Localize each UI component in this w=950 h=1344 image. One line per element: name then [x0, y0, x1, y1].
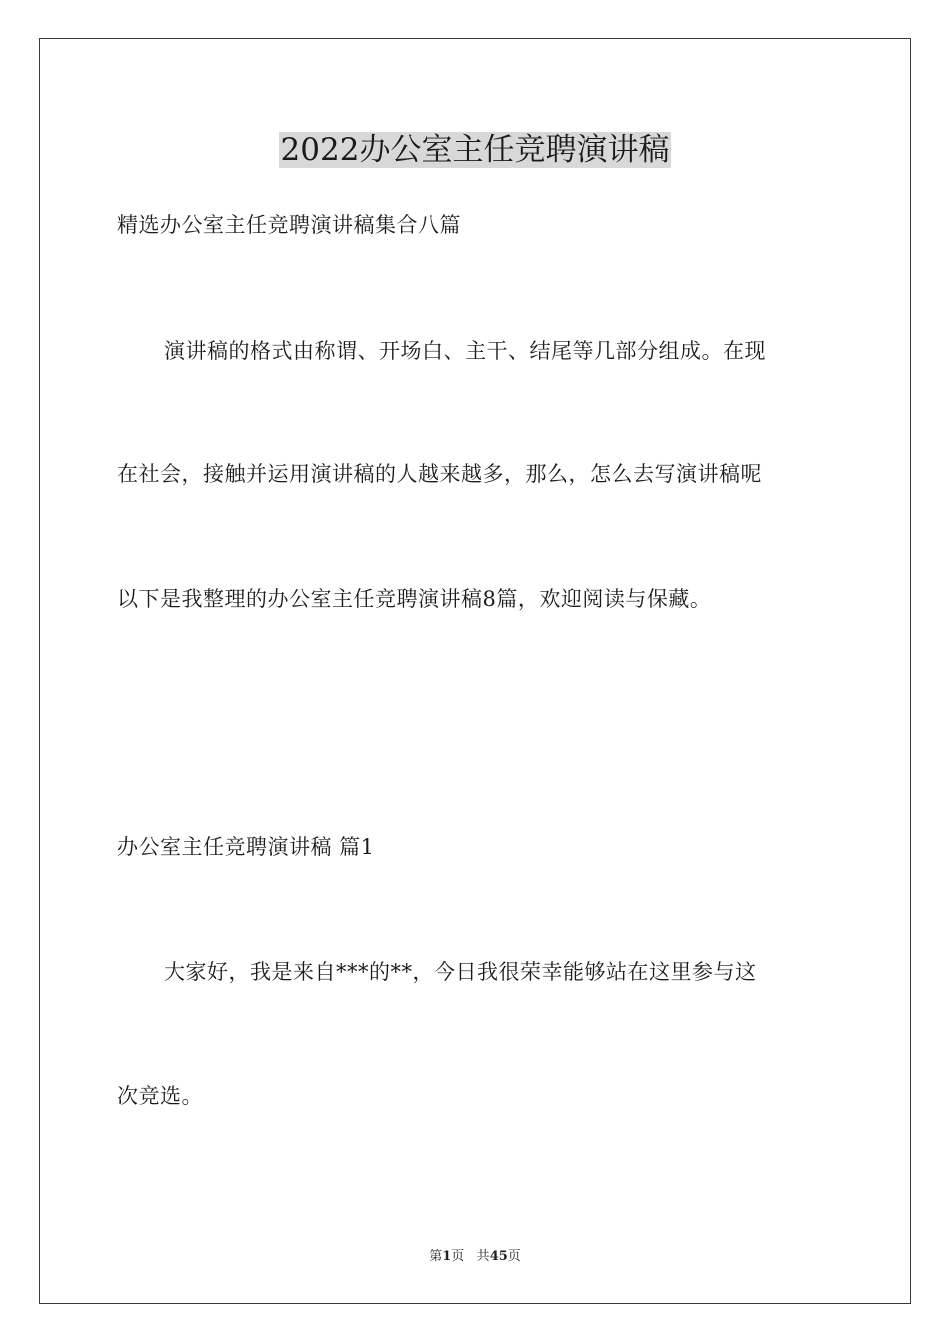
- intro-paragraph-line-3: 以下是我整理的办公室主任竞聘演讲稿8篇，欢迎阅读与保藏。: [117, 587, 712, 611]
- footer-total-pages: 45: [489, 1249, 508, 1264]
- page-footer: [0, 1248, 950, 1266]
- body-paragraph-line-2: 次竞选。: [117, 1084, 203, 1108]
- footer-page-number: 1: [442, 1249, 452, 1264]
- document-title-text: 2022办公室主任竞聘演讲稿: [280, 132, 670, 168]
- footer-total-suffix: 页: [507, 1249, 521, 1264]
- intro-paragraph-line-1: 演讲稿的格式由称谓、开场白、主干、结尾等几部分组成。在现: [164, 339, 766, 363]
- section-heading: 办公室主任竞聘演讲稿 篇1: [117, 835, 375, 859]
- body-paragraph-line-1: 大家好，我是来自***的**，今日我很荣幸能够站在这里参与这: [164, 960, 757, 984]
- intro-paragraph-line-2: 在社会，接触并运用演讲稿的人越来越多，那么，怎么去写演讲稿呢: [117, 462, 762, 486]
- footer-page-prefix: 第: [429, 1249, 443, 1264]
- footer-page-suffix: 页: [451, 1249, 465, 1264]
- footer-total-prefix: 共: [476, 1249, 490, 1264]
- document-subtitle: 精选办公室主任竞聘演讲稿集合八篇: [117, 213, 461, 237]
- document-title: [0, 128, 950, 172]
